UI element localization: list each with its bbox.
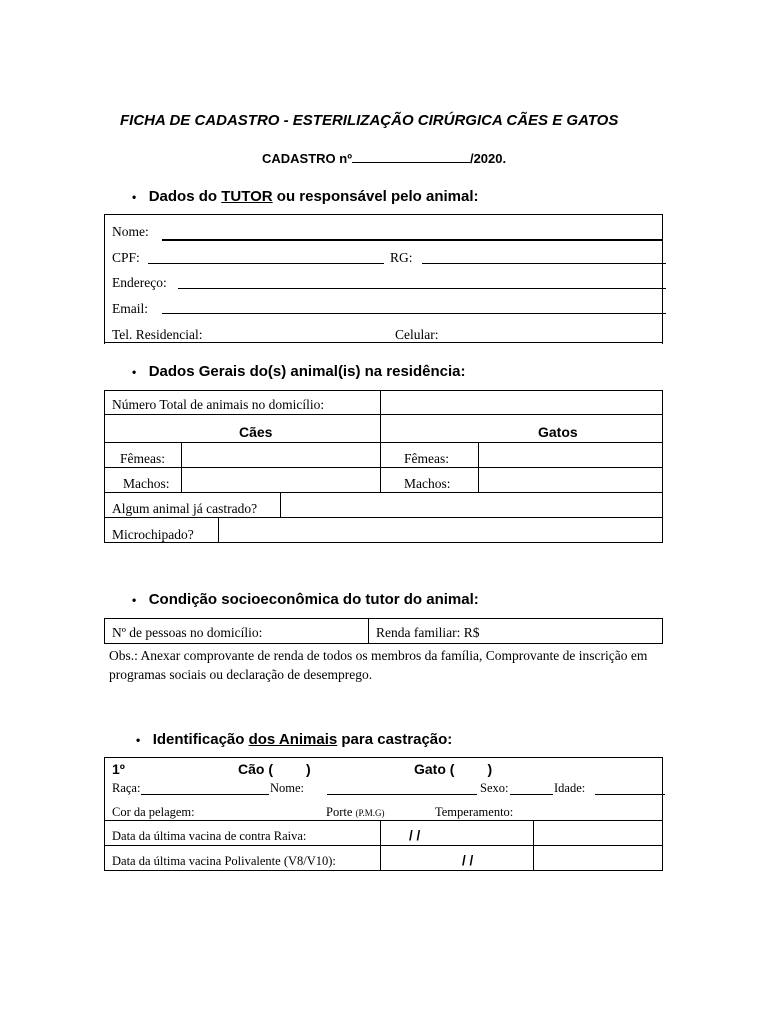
sexo-label: Sexo:	[480, 781, 509, 795]
caes-header: Cães	[239, 424, 273, 440]
microchipado-field[interactable]	[220, 519, 660, 541]
bullet-icon: •	[132, 190, 137, 204]
box-right-border	[662, 214, 663, 344]
table-border	[662, 390, 663, 543]
gatos-header: Gatos	[538, 424, 578, 440]
polivalente-extra-field[interactable]	[535, 847, 661, 869]
caes-machos-label: Machos:	[123, 476, 170, 491]
raiva-date-field[interactable]: / /	[409, 828, 421, 843]
section-identificacao-heading	[136, 731, 452, 748]
gato-close: )	[487, 761, 493, 777]
heading-text: Condição socioeconômica do tutor do animal:	[148, 591, 479, 608]
temperamento-label: Temperamento:	[435, 805, 514, 819]
bullet-icon: •	[132, 593, 137, 607]
table-border	[280, 492, 281, 517]
gatos-femeas-label: Fêmeas:	[404, 451, 449, 466]
table-border	[478, 442, 479, 493]
animal-nome-field[interactable]	[327, 794, 477, 795]
cadastro-number-blank[interactable]	[352, 150, 470, 163]
gatos-femeas-field[interactable]	[480, 444, 660, 466]
heading-underlined: dos Animais	[248, 731, 338, 748]
raca-label: Raça:	[112, 781, 141, 795]
castrado-label: Algum animal já castrado?	[112, 501, 258, 516]
table-border	[104, 414, 663, 415]
table-border	[380, 390, 381, 493]
tutor-box	[104, 214, 663, 344]
raca-field[interactable]	[141, 794, 269, 795]
nome-field[interactable]	[162, 240, 662, 241]
gato-label: Gato (	[414, 761, 455, 777]
cpf-field[interactable]	[148, 263, 384, 264]
cao-close: )	[306, 761, 311, 777]
porte-text: Porte	[326, 805, 353, 819]
total-animais-field[interactable]	[382, 392, 661, 412]
table-border	[104, 820, 663, 821]
table-border	[104, 870, 663, 871]
box-left-border	[104, 214, 105, 344]
polivalente-label: Data da última vacina Polivalente (V8/V10):	[112, 854, 336, 868]
endereco-field[interactable]	[178, 288, 666, 289]
porte-label	[326, 805, 385, 820]
raiva-label: Data da última vacina de contra Raiva:	[112, 829, 307, 843]
table-border	[218, 517, 219, 543]
cadastro-suffix: /2020.	[469, 151, 507, 166]
obs-line-1: Obs.: Anexar comprovante de renda de todos os membros da família, Comprovante de inscrição em	[109, 648, 648, 663]
section-socioeconomica-heading	[132, 591, 479, 608]
table-border	[104, 757, 663, 758]
microchipado-label: Microchipado?	[112, 527, 194, 542]
bullet-icon: •	[136, 733, 141, 747]
section-animais-heading	[132, 363, 465, 380]
animal-number: 1º	[112, 761, 125, 777]
table-border	[380, 820, 381, 871]
animal-nome-label: Nome:	[270, 781, 305, 795]
castrado-field[interactable]	[282, 494, 660, 516]
heading-text-rest: ou responsável pelo animal:	[272, 188, 479, 205]
polivalente-date-field[interactable]: / /	[462, 853, 474, 868]
heading-text: Dados Gerais do(s) animal(is) na residência:	[148, 363, 466, 380]
rg-field[interactable]	[422, 263, 666, 264]
table-border	[181, 442, 182, 493]
heading-text: Identificação	[152, 731, 249, 748]
rg-label: RG:	[390, 250, 413, 265]
celular-label: Celular:	[395, 327, 439, 342]
page-title: FICHA DE CADASTRO - ESTERILIZAÇÃO CIRÚRGICA CÃES E GATOS	[120, 112, 619, 129]
idade-label: Idade:	[554, 781, 586, 795]
pessoas-label: Nº de pessoas no domicílio:	[112, 625, 263, 640]
gato-option[interactable]	[414, 761, 492, 777]
section-tutor-heading	[132, 188, 479, 205]
box-top-border	[104, 214, 663, 215]
gatos-machos-label: Machos:	[404, 476, 451, 491]
cadastro-prefix: CADASTRO nº	[262, 151, 352, 166]
heading-underlined: TUTOR	[221, 188, 273, 205]
caes-femeas-label: Fêmeas:	[120, 451, 165, 466]
table-border	[662, 757, 663, 871]
cao-label: Cão (	[238, 761, 273, 777]
obs-line-2: programas sociais ou declaração de desemprego.	[109, 667, 373, 682]
raiva-extra-field[interactable]	[535, 822, 661, 844]
nome-label: Nome:	[112, 224, 149, 239]
caes-femeas-field[interactable]	[183, 444, 379, 466]
table-border	[104, 390, 663, 391]
cor-label: Cor da pelagem:	[112, 805, 195, 819]
table-border	[533, 820, 534, 871]
table-border	[104, 845, 663, 846]
heading-text: Dados do	[148, 188, 222, 205]
email-field[interactable]	[162, 313, 666, 314]
cadastro-number	[262, 150, 506, 166]
bullet-icon: •	[132, 365, 137, 379]
caes-machos-field[interactable]	[183, 469, 379, 491]
heading-text-rest: para castração:	[337, 731, 453, 748]
table-border	[104, 442, 663, 443]
total-animais-label: Número Total de animais no domicílio:	[112, 397, 325, 412]
table-border	[104, 390, 105, 543]
cao-option[interactable]	[238, 761, 311, 777]
table-border	[368, 619, 369, 643]
sexo-field[interactable]	[510, 794, 553, 795]
porte-options: (P.M.G)	[355, 808, 385, 818]
email-label: Email:	[112, 301, 148, 316]
table-border	[104, 757, 105, 871]
idade-field[interactable]	[595, 794, 665, 795]
tel-label: Tel. Residencial:	[112, 327, 203, 342]
table-border	[104, 517, 663, 518]
table-border	[104, 467, 663, 468]
gatos-machos-field[interactable]	[480, 469, 660, 491]
endereco-label: Endereço:	[112, 275, 167, 290]
renda-label: Renda familiar: R$	[376, 625, 480, 640]
cpf-label: CPF:	[112, 250, 140, 265]
table-border	[104, 492, 663, 493]
